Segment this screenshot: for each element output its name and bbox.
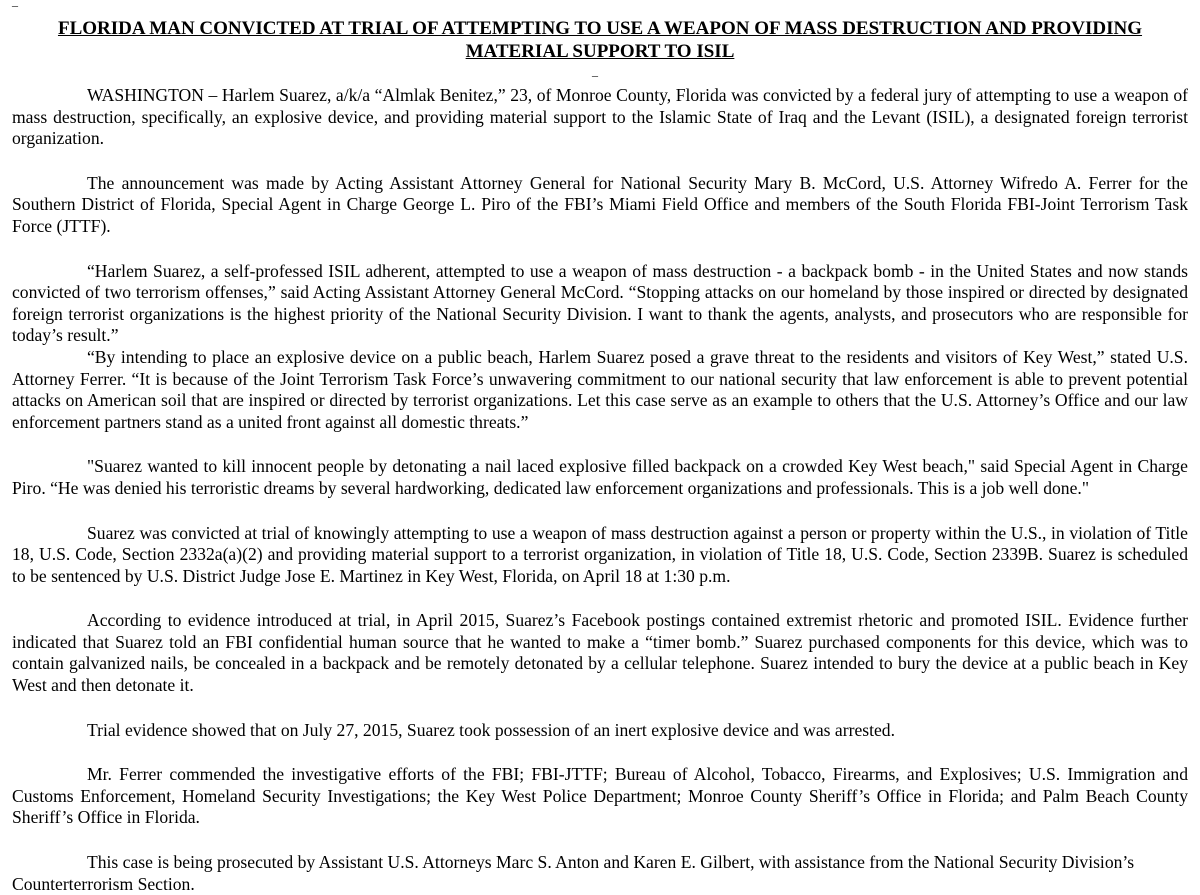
paragraph-announcement: The announcement was made by Acting Assistant Attorney General for National Security Mary B. McCord, U.S. Attorney Wifredo A. Ferrer for the Southern District of Florida, Special Agent in Charge George L. Piro of the FBI’s Miami Field Office and members of the South Florida FBI-Joint Terrorism Task Force (JTTF). <box>12 172 1188 236</box>
paragraph-commendation: Mr. Ferrer commended the investigative efforts of the FBI; FBI-JTTF; Bureau of Alcohol, Tobacco, Firearms, and Explosives; U.S. Immigration and Customs Enforcement, Homeland Security Investigations; the Key West Police Department; Monroe County Sheriff’s Office in Florida; and Palm Beach County Sheriff’s Office in Florida. <box>12 764 1188 828</box>
underscore-mark: _ <box>12 0 18 8</box>
underscore-mark: _ <box>592 64 598 78</box>
paragraph-ferrer-quote: “By intending to place an explosive device on a public beach, Harlem Suarez posed a grave threat to the residents and visitors of Key West,” stated U.S. Attorney Ferrer. “It is because of the Joint Terrorism Task Force’s unwavering commitment to our national security that law enforcement is able to prevent potential attacks on American soil that are inspired or directed by terrorist organizations. Let this case serve as an example to others that the U.S. Attorney’s Office and our law enforcement partners stand as a united front against all domestic threats.” <box>12 346 1188 432</box>
paragraph-trial-evidence: Trial evidence showed that on July 27, 2015, Suarez took possession of an inert explosive device and was arrested. <box>87 719 895 740</box>
paragraph-mccord-quote: “Harlem Suarez, a self-professed ISIL adherent, attempted to use a weapon of mass destruction - a backpack bomb - in the United States and now stands convicted of two terrorism offenses,” said Acting Assistant Attorney General McCord. “Stopping attacks on our homeland by those inspired or directed by designated foreign terrorist organizations is the highest priority of the National Security Division. I want to thank the agents, analysts, and prosecutors who are responsible for today’s result.” <box>12 260 1188 346</box>
paragraph-evidence: According to evidence introduced at trial, in April 2015, Suarez’s Facebook postings contained extremist rhetoric and promoted ISIL. Evidence further indicated that Suarez told an FBI confidential human source that he wanted to make a “timer bomb.” Suarez purchased components for this device, which was to contain galvanized nails, be concealed in a backpack and be remotely detonated by a cellular telephone. Suarez intended to bury the device at a public beach in Key West and then detonate it. <box>12 610 1188 696</box>
paragraph-piro-quote: "Suarez wanted to kill innocent people by detonating a nail laced explosive filled backpack on a crowded Key West beach," said Special Agent in Charge Piro. “He was denied his terroristic dreams by several hardworking, dedicated law enforcement organizations and professionals. This is a job well done." <box>12 456 1188 498</box>
paragraph-conviction: Suarez was convicted at trial of knowingly attempting to use a weapon of mass destruction against a person or property within the U.S., in violation of Title 18, U.S. Code, Section 2332a(a)(2) and providing material support to a terrorist organization, in violation of Title 18, U.S. Code, Section 2339B. Suarez is scheduled to be sentenced by U.S. District Judge Jose E. Martinez in Key West, Florida, on April 18 at 1:30 p.m. <box>12 522 1188 586</box>
paragraph-intro: WASHINGTON – Harlem Suarez, a/k/a “Almlak Benitez,” 23, of Monroe County, Florida was convicted by a federal jury of attempting to use a weapon of mass destruction, specifically, an explosive device, and providing material support to the Islamic State of Iraq and the Levant (ISIL), a designated foreign terrorist organization. <box>12 85 1188 149</box>
paragraph-prosecution: This case is being prosecuted by Assistant U.S. Attorneys Marc S. Anton and Karen E. Gilbert, with assistance from the National Security Division’s Counterterrorism Section. <box>12 852 1135 894</box>
document-title: FLORIDA MAN CONVICTED AT TRIAL OF ATTEMPTING TO USE A WEAPON OF MASS DESTRUCTION AND PROVIDING MATERIAL SUPPORT TO ISIL <box>57 18 1143 62</box>
